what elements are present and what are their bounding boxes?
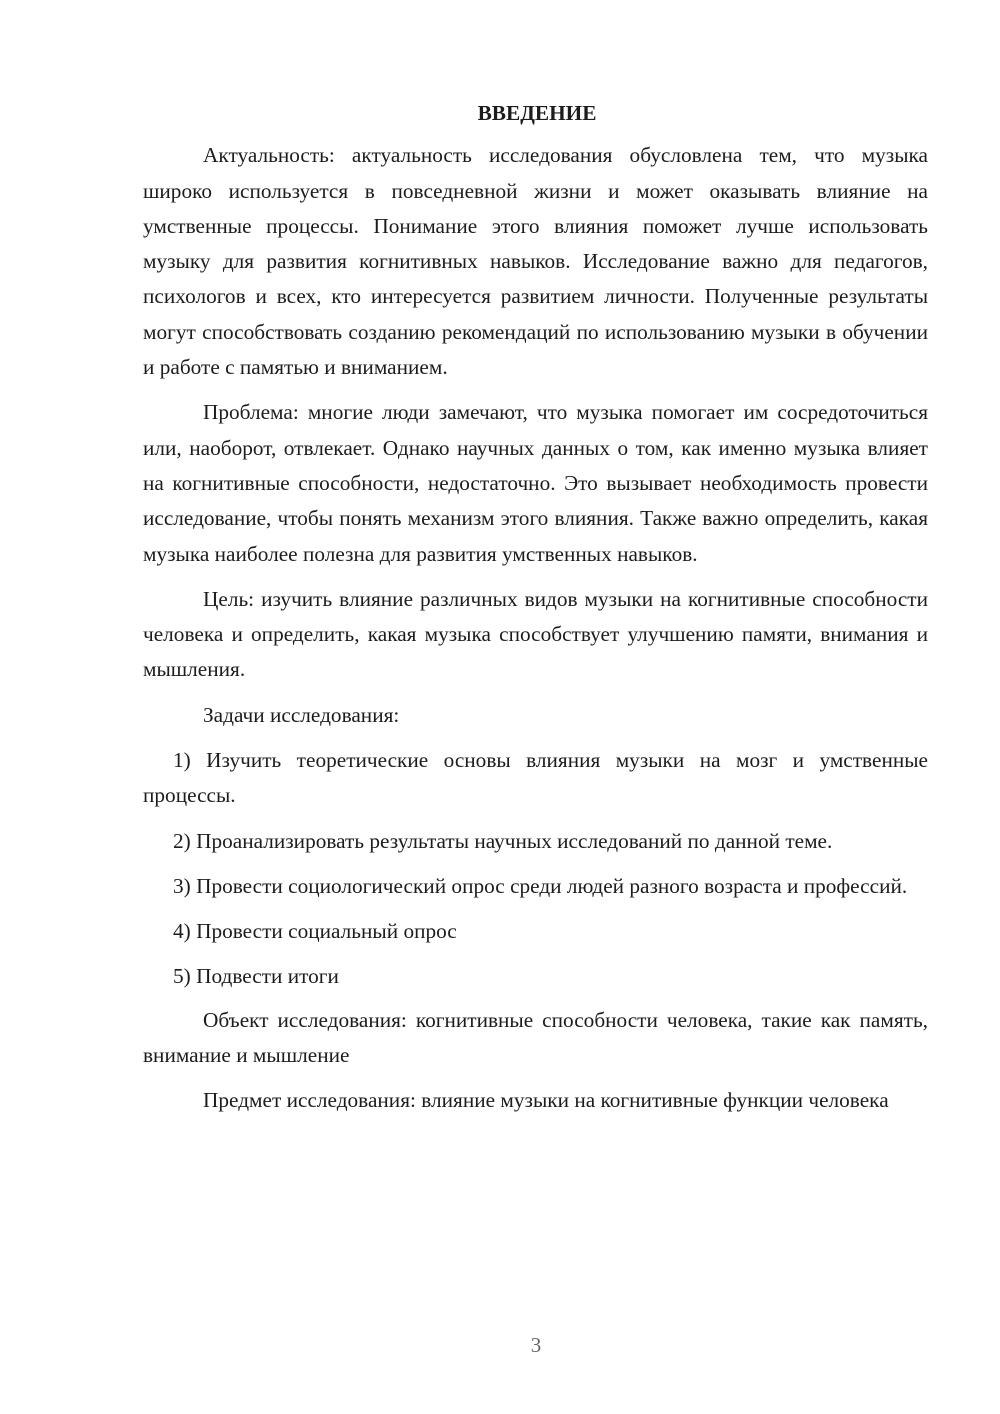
page-title: ВВЕДЕНИЕ xyxy=(477,101,597,125)
paragraph-goal: Цель: изучить влияние различных видов музыки на когнитивные способности человека и определить, какая музыка способствует улучшению памяти, внимания и мышления. xyxy=(143,586,928,682)
list-item-task-3: 3) Провести социологический опрос среди людей разного возраста и профессий. xyxy=(173,873,908,898)
list-item-task-4: 4) Провести социальный опрос xyxy=(173,919,457,944)
page-number: 3 xyxy=(530,1333,542,1357)
list-item-task-2: 2) Проанализировать результаты научных исследований по данной теме. xyxy=(173,828,833,853)
page-content xyxy=(143,96,928,1129)
list-item-task-1: 1) Изучить теоретические основы влияния музыки на мозг и умственные процессы. xyxy=(143,748,928,808)
list-item-task-5: 5) Подвести итоги xyxy=(173,963,339,988)
tasks-heading: Задачи исследования: xyxy=(203,702,400,727)
paragraph-object: Объект исследования: когнитивные способности человека, такие как память, внимание и мышление xyxy=(143,1007,928,1068)
paragraph-subject: Предмет исследования: влияние музыки на когнитивные функции человека xyxy=(203,1088,889,1113)
paragraph-relevance: Актуальность: актуальность исследования обусловлена тем, что музыка широко используется в повседневной жизни и может оказывать влияние на умственные процессы. Понимание этого влияния поможет лучше использовать музыку для развития когнитивных навыков. Исследование важно для педагогов, психологов и всех, кто интересуется развитием личности. Полученные результаты могут способствовать созданию рекомендаций по использованию музыки в обучении и работе с памятью и вниманием. xyxy=(143,143,928,380)
paragraph-problem: Проблема: многие люди замечают, что музыка помогает им сосредоточиться или, наоборот, отвлекает. Однако научных данных о том, как именно музыка влияет на когнитивные способности, недостаточно. Это вызывает необходимость провести исследование, чтобы понять механизм этого влияния. Также важно определить, какая музыка наиболее полезна для развития умственных навыков. xyxy=(143,400,928,566)
